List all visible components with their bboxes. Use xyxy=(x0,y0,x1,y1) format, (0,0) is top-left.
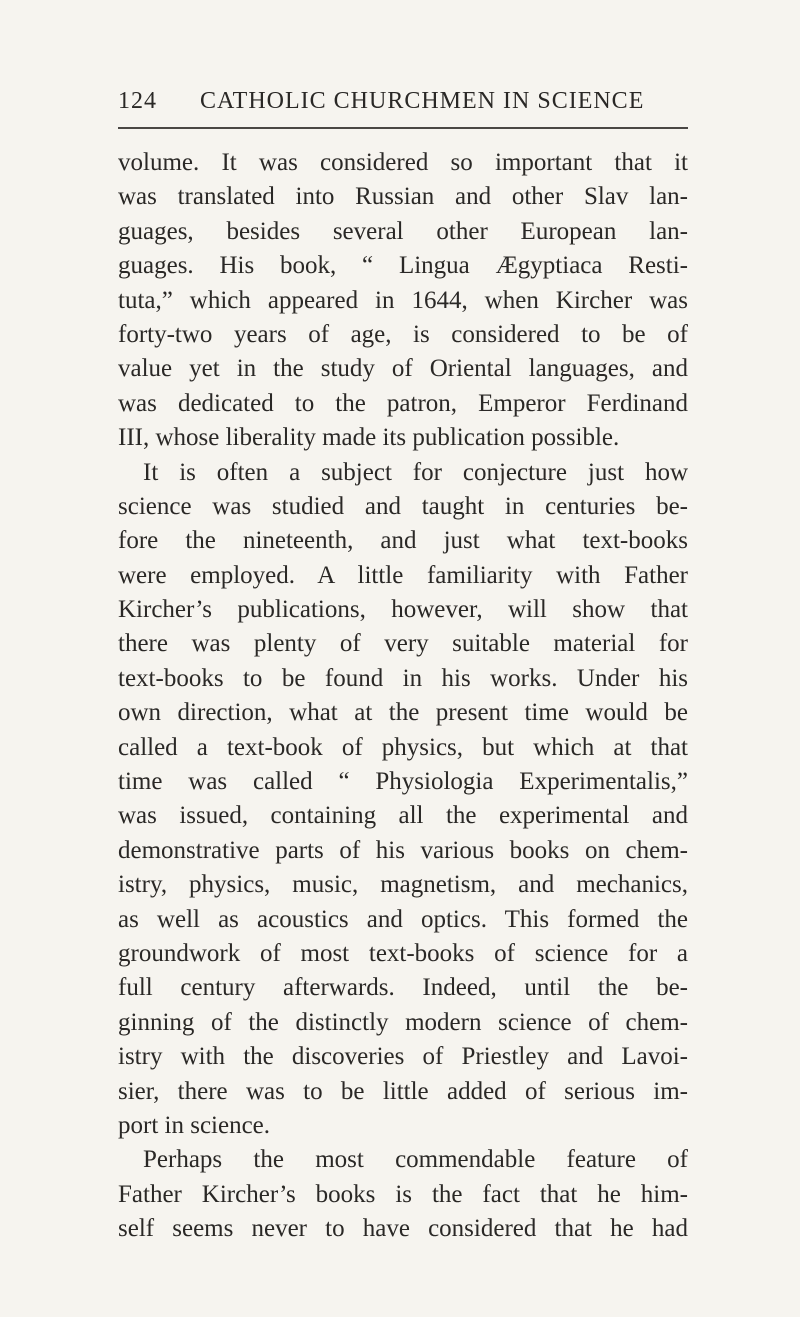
text-line: full century afterwards. Indeed, until the be- xyxy=(118,974,688,1002)
text-line: self seems never to have considered that he had xyxy=(118,1215,688,1243)
text-line: guages, besides several other European lan- xyxy=(118,217,688,245)
text-line: Father Kircher’s books is the fact that he him- xyxy=(118,1180,688,1208)
text-line: guages. His book, “ Lingua Ægyptiaca Resti- xyxy=(118,252,688,280)
text-line: forty-two years of age, is considered to be of xyxy=(118,320,688,348)
text-line: volume. It was considered so important that it xyxy=(118,149,688,176)
text-line: text-books to be found in his works. Under his xyxy=(118,664,688,692)
text-line: was issued, containing all the experimental and xyxy=(118,802,688,830)
page-header xyxy=(118,88,688,122)
text-line: science was studied and taught in centuries be- xyxy=(118,492,688,520)
text-line: fore the nineteenth, and just what text-books xyxy=(118,527,688,555)
body-text xyxy=(118,146,688,1247)
text-line: ginning of the distinctly modern science of chem- xyxy=(118,1008,688,1036)
text-line: was dedicated to the patron, Emperor Ferdinand xyxy=(118,389,688,417)
text-line: as well as acoustics and optics. This formed the xyxy=(118,905,688,933)
page-number: 124 xyxy=(118,88,157,114)
text-line: there was plenty of very suitable material for xyxy=(118,630,688,658)
text-line: was translated into Russian and other Slav lan- xyxy=(118,183,688,211)
text-line: sier, there was to be little added of serious im- xyxy=(118,1077,688,1105)
text-line: istry, physics, music, magnetism, and mechanics, xyxy=(118,871,688,899)
header-rule xyxy=(118,127,688,129)
text-line: It is often a subject for conjecture just how xyxy=(143,458,688,486)
text-line: istry with the discoveries of Priestley and Lavoi- xyxy=(118,1043,688,1071)
text-line: Kircher’s publications, however, will show that xyxy=(118,596,688,624)
text-line: own direction, what at the present time would be xyxy=(118,699,688,727)
text-line: demonstrative parts of his various books on chem- xyxy=(118,836,688,864)
text-line: Perhaps the most commendable feature of xyxy=(143,1146,688,1174)
text-line: III, whose liberality made its publication possible. xyxy=(118,424,620,452)
text-line: groundwork of most text-books of science for a xyxy=(118,939,688,967)
text-line: time was called “ Physiologia Experimentalis,” xyxy=(118,768,688,796)
text-line: port in science. xyxy=(118,1111,271,1139)
text-line: were employed. A little familiarity with Father xyxy=(118,561,688,589)
text-line: value yet in the study of Oriental languages, and xyxy=(118,355,688,383)
text-line: tuta,” which appeared in 1644, when Kircher was xyxy=(118,286,688,314)
running-title: CATHOLIC CHURCHMEN IN SCIENCE xyxy=(200,88,645,114)
text-line: called a text-book of physics, but which at that xyxy=(118,733,688,761)
